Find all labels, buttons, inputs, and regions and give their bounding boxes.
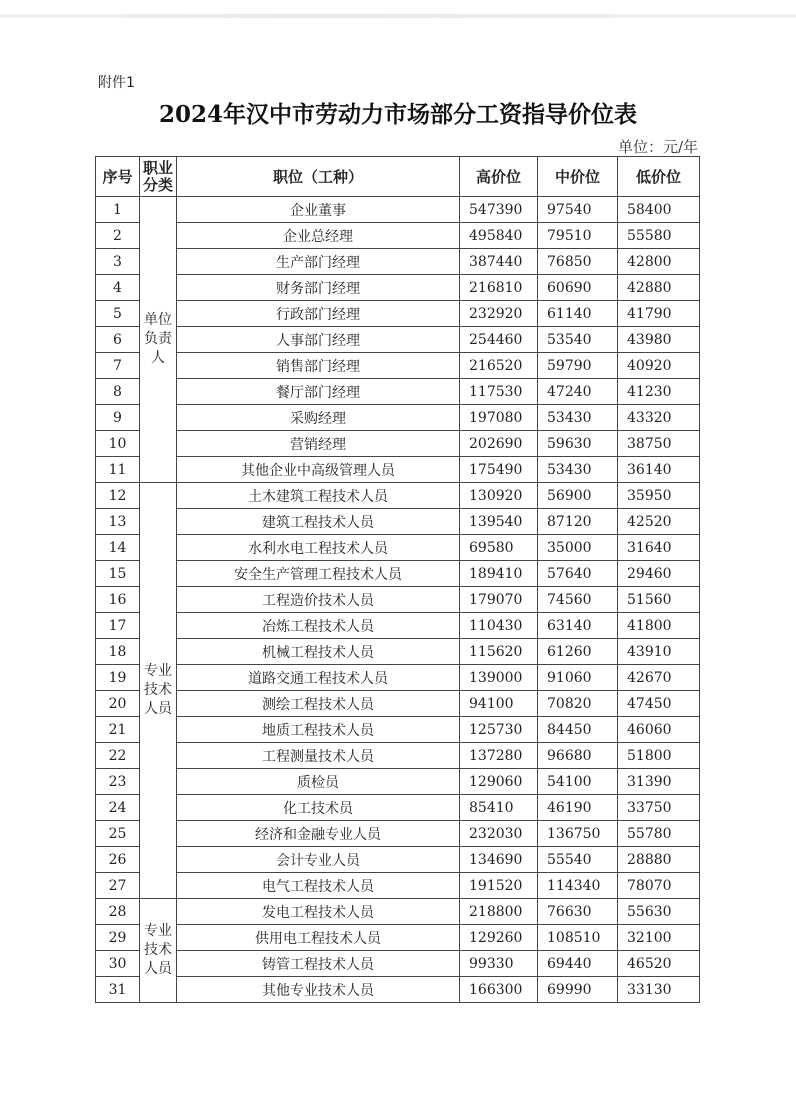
header-position: 职位（工种） (177, 157, 460, 197)
row-high: 137280 (460, 743, 538, 769)
row-position: 工程造价技术人员 (177, 587, 460, 613)
row-seq: 26 (96, 847, 140, 873)
row-position: 测绘工程技术人员 (177, 691, 460, 717)
table-row (96, 431, 700, 457)
table-body (96, 197, 700, 1003)
row-mid: 79510 (538, 223, 618, 249)
row-position: 电气工程技术人员 (177, 873, 460, 899)
row-mid: 53430 (538, 457, 618, 483)
row-position: 化工技术员 (177, 795, 460, 821)
row-position: 铸管工程技术人员 (177, 951, 460, 977)
row-position: 质检员 (177, 769, 460, 795)
row-low: 41790 (618, 301, 700, 327)
header-high: 高价位 (460, 157, 538, 197)
table-row (96, 561, 700, 587)
row-mid: 53430 (538, 405, 618, 431)
row-high: 189410 (460, 561, 538, 587)
table-row (96, 457, 700, 483)
category-tech-a: 专业 技术 人员 (140, 483, 177, 899)
header-low: 低价位 (618, 157, 700, 197)
row-seq: 3 (96, 249, 140, 275)
row-high: 134690 (460, 847, 538, 873)
row-low: 33750 (618, 795, 700, 821)
row-high: 175490 (460, 457, 538, 483)
row-seq: 19 (96, 665, 140, 691)
row-seq: 12 (96, 483, 140, 509)
row-low: 46060 (618, 717, 700, 743)
row-seq: 22 (96, 743, 140, 769)
row-seq: 25 (96, 821, 140, 847)
row-seq: 14 (96, 535, 140, 561)
row-high: 125730 (460, 717, 538, 743)
row-low: 42800 (618, 249, 700, 275)
table-row (96, 327, 700, 353)
row-low: 55630 (618, 899, 700, 925)
row-position: 营销经理 (177, 431, 460, 457)
row-mid: 114340 (538, 873, 618, 899)
row-seq: 23 (96, 769, 140, 795)
row-low: 36140 (618, 457, 700, 483)
table-row (96, 795, 700, 821)
row-low: 29460 (618, 561, 700, 587)
row-low: 51560 (618, 587, 700, 613)
row-low: 43320 (618, 405, 700, 431)
wage-table (95, 156, 700, 1003)
header-seq: 序号 (96, 157, 140, 197)
row-mid: 76850 (538, 249, 618, 275)
row-mid: 136750 (538, 821, 618, 847)
row-seq: 17 (96, 613, 140, 639)
row-low: 33130 (618, 977, 700, 1003)
row-seq: 29 (96, 925, 140, 951)
row-position: 财务部门经理 (177, 275, 460, 301)
row-high: 216520 (460, 353, 538, 379)
row-position: 会计专业人员 (177, 847, 460, 873)
table-row (96, 743, 700, 769)
row-seq: 20 (96, 691, 140, 717)
row-mid: 63140 (538, 613, 618, 639)
table-row (96, 769, 700, 795)
row-mid: 69440 (538, 951, 618, 977)
row-mid: 60690 (538, 275, 618, 301)
table-row (96, 665, 700, 691)
row-low: 46520 (618, 951, 700, 977)
row-low: 42670 (618, 665, 700, 691)
row-low: 32100 (618, 925, 700, 951)
row-seq: 11 (96, 457, 140, 483)
table-row (96, 535, 700, 561)
row-seq: 4 (96, 275, 140, 301)
row-seq: 27 (96, 873, 140, 899)
row-mid: 55540 (538, 847, 618, 873)
row-high: 85410 (460, 795, 538, 821)
row-seq: 6 (96, 327, 140, 353)
table-row (96, 301, 700, 327)
row-position: 安全生产管理工程技术人员 (177, 561, 460, 587)
row-mid: 61140 (538, 301, 618, 327)
header-category-line1: 职业 (142, 158, 173, 177)
row-low: 58400 (618, 197, 700, 223)
table-row (96, 691, 700, 717)
table-row (96, 483, 700, 509)
category-unit-heads: 单位 负责 人 (140, 197, 177, 483)
row-high: 129260 (460, 925, 538, 951)
row-low: 43910 (618, 639, 700, 665)
row-position: 销售部门经理 (177, 353, 460, 379)
row-position: 土木建筑工程技术人员 (177, 483, 460, 509)
row-high: 69580 (460, 535, 538, 561)
row-high: 139000 (460, 665, 538, 691)
table-row (96, 899, 700, 925)
row-mid: 87120 (538, 509, 618, 535)
row-seq: 31 (96, 977, 140, 1003)
row-high: 166300 (460, 977, 538, 1003)
row-seq: 9 (96, 405, 140, 431)
table-row (96, 821, 700, 847)
table-row (96, 509, 700, 535)
row-mid: 47240 (538, 379, 618, 405)
row-position: 道路交通工程技术人员 (177, 665, 460, 691)
row-position: 水利水电工程技术人员 (177, 535, 460, 561)
row-low: 28880 (618, 847, 700, 873)
row-position: 企业总经理 (177, 223, 460, 249)
row-high: 110430 (460, 613, 538, 639)
table-header-row (96, 157, 700, 197)
category-tech-b: 专业 技术 人员 (140, 899, 177, 1003)
table-row (96, 249, 700, 275)
row-mid: 46190 (538, 795, 618, 821)
page-title: 2024年汉中市劳动力市场部分工资指导价位表 (158, 101, 637, 128)
table-row (96, 977, 700, 1003)
row-high: 115620 (460, 639, 538, 665)
row-position: 建筑工程技术人员 (177, 509, 460, 535)
row-seq: 16 (96, 587, 140, 613)
row-high: 387440 (460, 249, 538, 275)
row-high: 117530 (460, 379, 538, 405)
row-seq: 24 (96, 795, 140, 821)
row-position: 发电工程技术人员 (177, 899, 460, 925)
row-high: 179070 (460, 587, 538, 613)
row-position: 人事部门经理 (177, 327, 460, 353)
row-high: 216810 (460, 275, 538, 301)
row-seq: 21 (96, 717, 140, 743)
row-high: 197080 (460, 405, 538, 431)
row-seq: 8 (96, 379, 140, 405)
row-position: 其他专业技术人员 (177, 977, 460, 1003)
row-position: 生产部门经理 (177, 249, 460, 275)
table-row (96, 925, 700, 951)
unit-label: 单位：元/年 (617, 138, 698, 156)
table-row (96, 873, 700, 899)
row-seq: 5 (96, 301, 140, 327)
row-high: 130920 (460, 483, 538, 509)
row-high: 191520 (460, 873, 538, 899)
row-mid: 59790 (538, 353, 618, 379)
row-low: 40920 (618, 353, 700, 379)
row-high: 232030 (460, 821, 538, 847)
row-position: 冶炼工程技术人员 (177, 613, 460, 639)
scan-edge (0, 14, 796, 18)
table-row (96, 847, 700, 873)
table-row (96, 951, 700, 977)
row-low: 47450 (618, 691, 700, 717)
table-row (96, 613, 700, 639)
row-low: 41230 (618, 379, 700, 405)
row-mid: 54100 (538, 769, 618, 795)
table-row (96, 197, 700, 223)
row-mid: 53540 (538, 327, 618, 353)
row-high: 254460 (460, 327, 538, 353)
row-seq: 7 (96, 353, 140, 379)
row-seq: 1 (96, 197, 140, 223)
table-row (96, 275, 700, 301)
row-high: 129060 (460, 769, 538, 795)
table-row (96, 639, 700, 665)
row-position: 行政部门经理 (177, 301, 460, 327)
row-low: 55580 (618, 223, 700, 249)
row-seq: 10 (96, 431, 140, 457)
row-seq: 2 (96, 223, 140, 249)
row-low: 43980 (618, 327, 700, 353)
row-mid: 91060 (538, 665, 618, 691)
row-position: 餐厅部门经理 (177, 379, 460, 405)
row-position: 工程测量技术人员 (177, 743, 460, 769)
table-row (96, 379, 700, 405)
row-position: 供用电工程技术人员 (177, 925, 460, 951)
row-mid: 56900 (538, 483, 618, 509)
row-position: 采购经理 (177, 405, 460, 431)
row-low: 51800 (618, 743, 700, 769)
row-mid: 74560 (538, 587, 618, 613)
row-high: 547390 (460, 197, 538, 223)
row-seq: 28 (96, 899, 140, 925)
row-mid: 70820 (538, 691, 618, 717)
row-mid: 57640 (538, 561, 618, 587)
header-category-line2: 分类 (142, 175, 173, 194)
row-high: 202690 (460, 431, 538, 457)
row-high: 94100 (460, 691, 538, 717)
row-low: 31390 (618, 769, 700, 795)
row-seq: 30 (96, 951, 140, 977)
row-high: 99330 (460, 951, 538, 977)
row-mid: 76630 (538, 899, 618, 925)
row-mid: 59630 (538, 431, 618, 457)
row-position: 地质工程技术人员 (177, 717, 460, 743)
row-mid: 96680 (538, 743, 618, 769)
row-mid: 84450 (538, 717, 618, 743)
row-high: 232920 (460, 301, 538, 327)
attachment-label: 附件1 (98, 75, 135, 91)
header-mid: 中价位 (538, 157, 618, 197)
row-mid: 35000 (538, 535, 618, 561)
row-low: 42520 (618, 509, 700, 535)
row-position: 其他企业中高级管理人员 (177, 457, 460, 483)
row-low: 42880 (618, 275, 700, 301)
table-row (96, 587, 700, 613)
row-mid: 69990 (538, 977, 618, 1003)
row-low: 55780 (618, 821, 700, 847)
row-high: 139540 (460, 509, 538, 535)
row-mid: 97540 (538, 197, 618, 223)
row-low: 41800 (618, 613, 700, 639)
row-position: 经济和金融专业人员 (177, 821, 460, 847)
table-row (96, 405, 700, 431)
table-row (96, 717, 700, 743)
row-position: 机械工程技术人员 (177, 639, 460, 665)
row-high: 218800 (460, 899, 538, 925)
row-low: 78070 (618, 873, 700, 899)
row-position: 企业董事 (177, 197, 460, 223)
row-seq: 13 (96, 509, 140, 535)
row-low: 38750 (618, 431, 700, 457)
table-row (96, 353, 700, 379)
row-low: 35950 (618, 483, 700, 509)
row-mid: 61260 (538, 639, 618, 665)
row-high: 495840 (460, 223, 538, 249)
row-seq: 18 (96, 639, 140, 665)
header-category (140, 157, 177, 197)
row-seq: 15 (96, 561, 140, 587)
row-low: 31640 (618, 535, 700, 561)
table-row (96, 223, 700, 249)
row-mid: 108510 (538, 925, 618, 951)
